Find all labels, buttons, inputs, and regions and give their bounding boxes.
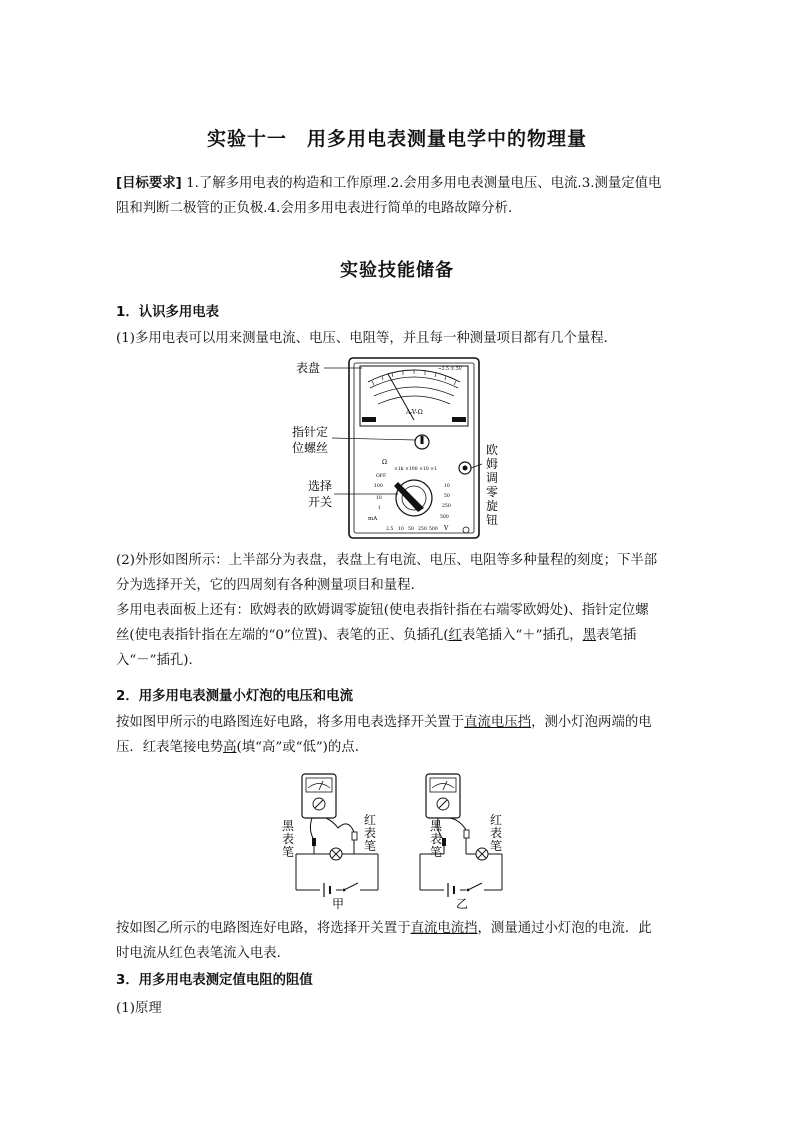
bottom-range-3: 50 — [408, 527, 414, 532]
s1-p3-line-2b: 表笔插入“＋”插孔， — [461, 628, 583, 643]
label-knob-2: 姆 — [486, 457, 499, 471]
right-range-3: 250 — [442, 504, 451, 509]
meter-scale-label: A-V-Ω — [406, 409, 423, 416]
s2-p1-line-2a: 压．红表笔接电势 — [116, 740, 224, 755]
left-range-3: 1 — [378, 506, 381, 511]
label-switch-2: 开关 — [308, 495, 333, 509]
s2-paragraph-1 — [116, 710, 684, 760]
red-pen-a-1: 红 — [364, 813, 377, 827]
red-underlined: 红 — [448, 628, 462, 643]
off-label: OFF — [376, 474, 387, 479]
s1-p3-line-1: 多用电表面板上还有：欧姆表的欧姆调零旋钮(使电表指针指在右端零欧姆处)、指针定位螺 — [116, 603, 649, 618]
s1-paragraph-1: (1)多用电表可以用来测量电流、电压、电阻等，并且每一种测量项目都有几个量程． — [116, 331, 618, 346]
dc-voltage-underlined: 直流电压挡 — [464, 715, 532, 730]
caption-b: 乙 — [456, 897, 469, 910]
label-knob-5: 旋 — [486, 499, 499, 513]
label-screw-2: 位螺丝 — [292, 441, 329, 455]
black-pen-b-3: 笔 — [430, 845, 443, 859]
left-range-2: 10 — [376, 496, 382, 501]
right-range-2: 50 — [444, 494, 450, 499]
heading-1: 1．认识多用电表 — [116, 305, 220, 320]
label-switch-1: 选择 — [308, 479, 333, 493]
bottom-range-4: 250 — [418, 527, 427, 532]
s2-p1-line-1b: ，测小灯泡两端的电 — [531, 715, 652, 730]
s2-paragraph-2 — [116, 916, 684, 966]
bottom-range-1: 2.5 — [386, 527, 394, 532]
black-pen-b-2: 表 — [430, 832, 443, 846]
black-pen-a-1: 黑 — [282, 819, 295, 833]
multimeter-figure — [290, 354, 510, 544]
ohm-range-row: ×1k ×100 ×10 ×1 — [394, 467, 438, 472]
red-pen-b-1: 红 — [490, 813, 503, 827]
bottom-range-2: 10 — [398, 527, 404, 532]
s3-paragraph-1: (1)原理 — [116, 1001, 162, 1016]
goals-label: [目标要求] — [116, 176, 182, 191]
heading-2: 2．用多用电表测量小灯泡的电压和电流 — [116, 689, 353, 704]
s1-p3-line-2a: 丝(使电表指针指在左端的“0”位置)、表笔的正、负插孔( — [116, 628, 449, 643]
high-underlined: 高 — [223, 740, 237, 755]
label-knob-3: 调 — [486, 471, 499, 485]
s1-p3-line-3: 入“－”插孔)． — [116, 653, 202, 668]
ohm-symbol: Ω — [382, 459, 387, 466]
label-knob-1: 欧 — [486, 443, 499, 457]
right-range-4: 500 — [440, 515, 449, 520]
s2-p1-line-2b: (填“高”或“低”)的点． — [236, 740, 369, 755]
label-knob-6: 钮 — [486, 513, 499, 527]
s1-p2-line-1: (2)外形如图所示：上半部分为表盘，表盘上有电流、电压、电阻等多种量程的刻度；下半部 — [116, 553, 658, 568]
heading-3: 3．用多用电表测定值电阻的阻值 — [116, 973, 313, 988]
bottom-range-5: 500 — [429, 527, 438, 532]
red-pen-a-2: 表 — [364, 826, 377, 840]
black-pen-b-1: 黑 — [430, 819, 443, 833]
s2-p2-line-2: 时电流从红色表笔流入电表． — [116, 946, 291, 961]
goals-line-1: 1.了解多用电表的构造和工作原理.2.会用多用电表测量电压、电流.3.测量定值电 — [186, 176, 662, 191]
label-screw-1: 指针定 — [292, 425, 329, 439]
section-title: 实验技能储备 — [340, 260, 454, 281]
s1-p3-line-2c: 表笔插 — [596, 628, 637, 643]
black-underlined: 黑 — [582, 628, 597, 643]
caption-a: 甲 — [332, 897, 345, 910]
s2-p2-line-1a: 按如图乙所示的电路图连好电路，将选择开关置于 — [116, 921, 411, 936]
dc-current-underlined: 直流电流挡 — [410, 921, 478, 936]
circuit-figure — [278, 770, 518, 910]
s1-p2-line-2: 分为选择开关，它的四周刻有各种测量项目和量程． — [116, 578, 424, 593]
red-pen-a-3: 笔 — [364, 839, 377, 853]
meter-top-right-label: ~2.5 ②.5V — [438, 367, 462, 372]
s2-p2-line-1b: ，测量通过小灯泡的电流．此 — [477, 921, 652, 936]
red-pen-b-3: 笔 — [490, 839, 503, 853]
right-range-1: 10 — [444, 484, 450, 489]
black-pen-a-3: 笔 — [282, 845, 295, 859]
s1-paragraph-3 — [116, 598, 684, 673]
s2-p1-line-1a: 按如图甲所示的电路图连好电路，将多用电表选择开关置于 — [116, 715, 465, 730]
goals-paragraph — [116, 171, 684, 221]
goals-line-2: 阻和判断二极管的正负极.4.会用多用电表进行简单的电路故障分析． — [116, 201, 522, 216]
black-pen-a-2: 表 — [282, 832, 295, 846]
ma-label: mA — [368, 516, 378, 522]
v-label: V — [444, 525, 449, 532]
s1-paragraph-2 — [116, 548, 684, 598]
page-title: 实验十一 用多用电表测量电学中的物理量 — [206, 128, 587, 150]
label-dial: 表盘 — [296, 361, 321, 375]
left-range-1: 100 — [374, 484, 383, 489]
label-knob-4: 零 — [486, 485, 499, 499]
red-pen-b-2: 表 — [490, 826, 503, 840]
